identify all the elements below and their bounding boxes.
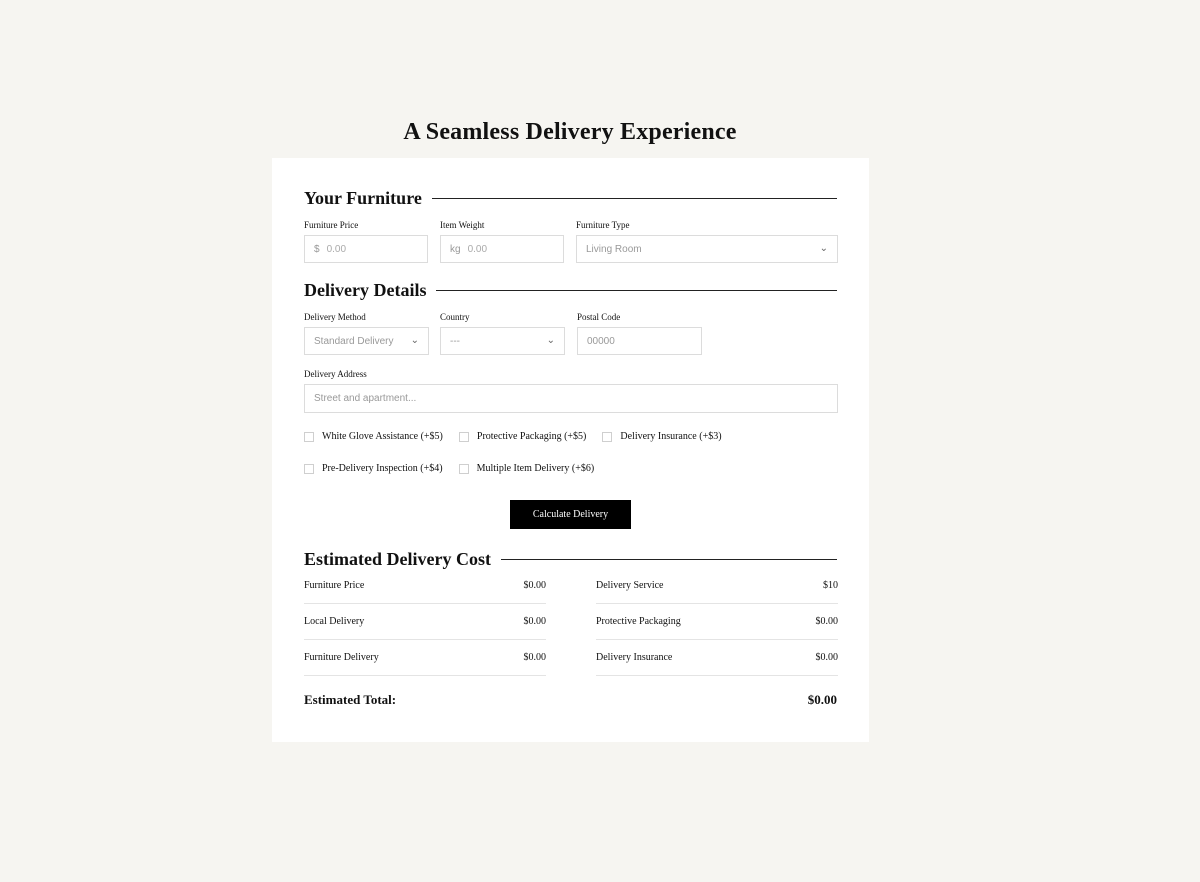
chevron-down-icon: ⌄	[410, 335, 419, 346]
section-divider	[432, 198, 837, 199]
furniture-type-label: Furniture Type	[576, 220, 630, 230]
cost-value: $0.00	[523, 652, 546, 663]
cost-row	[304, 568, 546, 604]
delivery-method-label: Delivery Method	[304, 312, 366, 322]
currency-prefix: $	[314, 243, 320, 255]
delivery-method-value: Standard Delivery	[314, 335, 394, 347]
cost-breakdown-right	[596, 568, 838, 676]
country-select[interactable]	[440, 327, 565, 355]
checkbox[interactable]	[459, 432, 469, 442]
cost-row	[304, 640, 546, 676]
item-weight-label: Item Weight	[440, 220, 485, 230]
item-weight-placeholder: 0.00	[467, 243, 488, 255]
cost-row	[596, 568, 838, 604]
option-label: Delivery Insurance (+$3)	[620, 431, 722, 442]
cost-label: Delivery Insurance	[596, 652, 673, 663]
country-label: Country	[440, 312, 470, 322]
option-label: Pre-Delivery Inspection (+$4)	[322, 463, 443, 474]
postal-code-input[interactable]	[577, 327, 702, 355]
cost-label: Furniture Delivery	[304, 652, 379, 663]
furniture-heading: Your Furniture	[304, 188, 422, 208]
chevron-down-icon: ⌄	[819, 243, 828, 254]
checkbox[interactable]	[459, 464, 469, 474]
section-divider	[501, 559, 837, 560]
cost-value: $0.00	[815, 616, 838, 627]
cost-value: $0.00	[815, 652, 838, 663]
cost-value: $10	[823, 580, 838, 591]
pre-delivery-inspection-option[interactable]	[304, 463, 443, 474]
delivery-calculator-card	[272, 158, 869, 742]
cost-label: Protective Packaging	[596, 616, 681, 627]
estimated-total-value: $0.00	[807, 692, 837, 707]
delivery-address-placeholder: Street and apartment...	[314, 393, 417, 404]
chevron-down-icon: ⌄	[546, 335, 555, 346]
estimated-total-label: Estimated Total:	[304, 692, 397, 707]
checkbox[interactable]	[602, 432, 612, 442]
option-label: Multiple Item Delivery (+$6)	[476, 463, 595, 474]
furniture-price-label: Furniture Price	[304, 220, 359, 230]
calculate-delivery-button[interactable]: Calculate Delivery	[510, 500, 631, 529]
item-weight-input[interactable]	[440, 235, 564, 263]
estimate-section-header	[304, 548, 837, 570]
estimate-heading: Estimated Delivery Cost	[304, 549, 491, 569]
furniture-type-value: Living Room	[586, 243, 642, 255]
weight-unit-prefix: kg	[450, 243, 461, 255]
delivery-address-input[interactable]	[304, 384, 838, 413]
furniture-price-input[interactable]	[304, 235, 428, 263]
country-value: ---	[450, 335, 460, 347]
delivery-method-select[interactable]	[304, 327, 429, 355]
cost-label: Local Delivery	[304, 616, 365, 627]
checkbox[interactable]	[304, 432, 314, 442]
delivery-insurance-option[interactable]	[602, 431, 721, 442]
cost-breakdown-left	[304, 568, 546, 676]
section-divider	[436, 290, 837, 291]
checkbox[interactable]	[304, 464, 314, 474]
estimated-total-row	[304, 692, 837, 708]
options-row-2	[304, 463, 610, 474]
postal-code-label: Postal Code	[577, 312, 621, 322]
cost-label: Furniture Price	[304, 580, 365, 591]
cost-row	[596, 640, 838, 676]
furniture-price-placeholder: 0.00	[326, 243, 347, 255]
protective-packaging-option[interactable]	[459, 431, 587, 442]
option-label: Protective Packaging (+$5)	[476, 431, 587, 442]
white-glove-option[interactable]	[304, 431, 443, 442]
furniture-section-header	[304, 187, 837, 209]
page-title: A Seamless Delivery Experience	[403, 119, 737, 145]
cost-row	[596, 604, 838, 640]
delivery-address-label: Delivery Address	[304, 369, 367, 379]
furniture-type-select[interactable]	[576, 235, 838, 263]
multiple-item-delivery-option[interactable]	[459, 463, 595, 474]
delivery-section-header	[304, 279, 837, 301]
options-row-1	[304, 431, 738, 442]
delivery-heading: Delivery Details	[304, 280, 427, 300]
cost-row	[304, 604, 546, 640]
cost-label: Delivery Service	[596, 580, 664, 591]
cost-value: $0.00	[523, 616, 546, 627]
cost-value: $0.00	[523, 580, 546, 591]
option-label: White Glove Assistance (+$5)	[322, 431, 443, 442]
postal-code-placeholder: 00000	[587, 335, 615, 347]
